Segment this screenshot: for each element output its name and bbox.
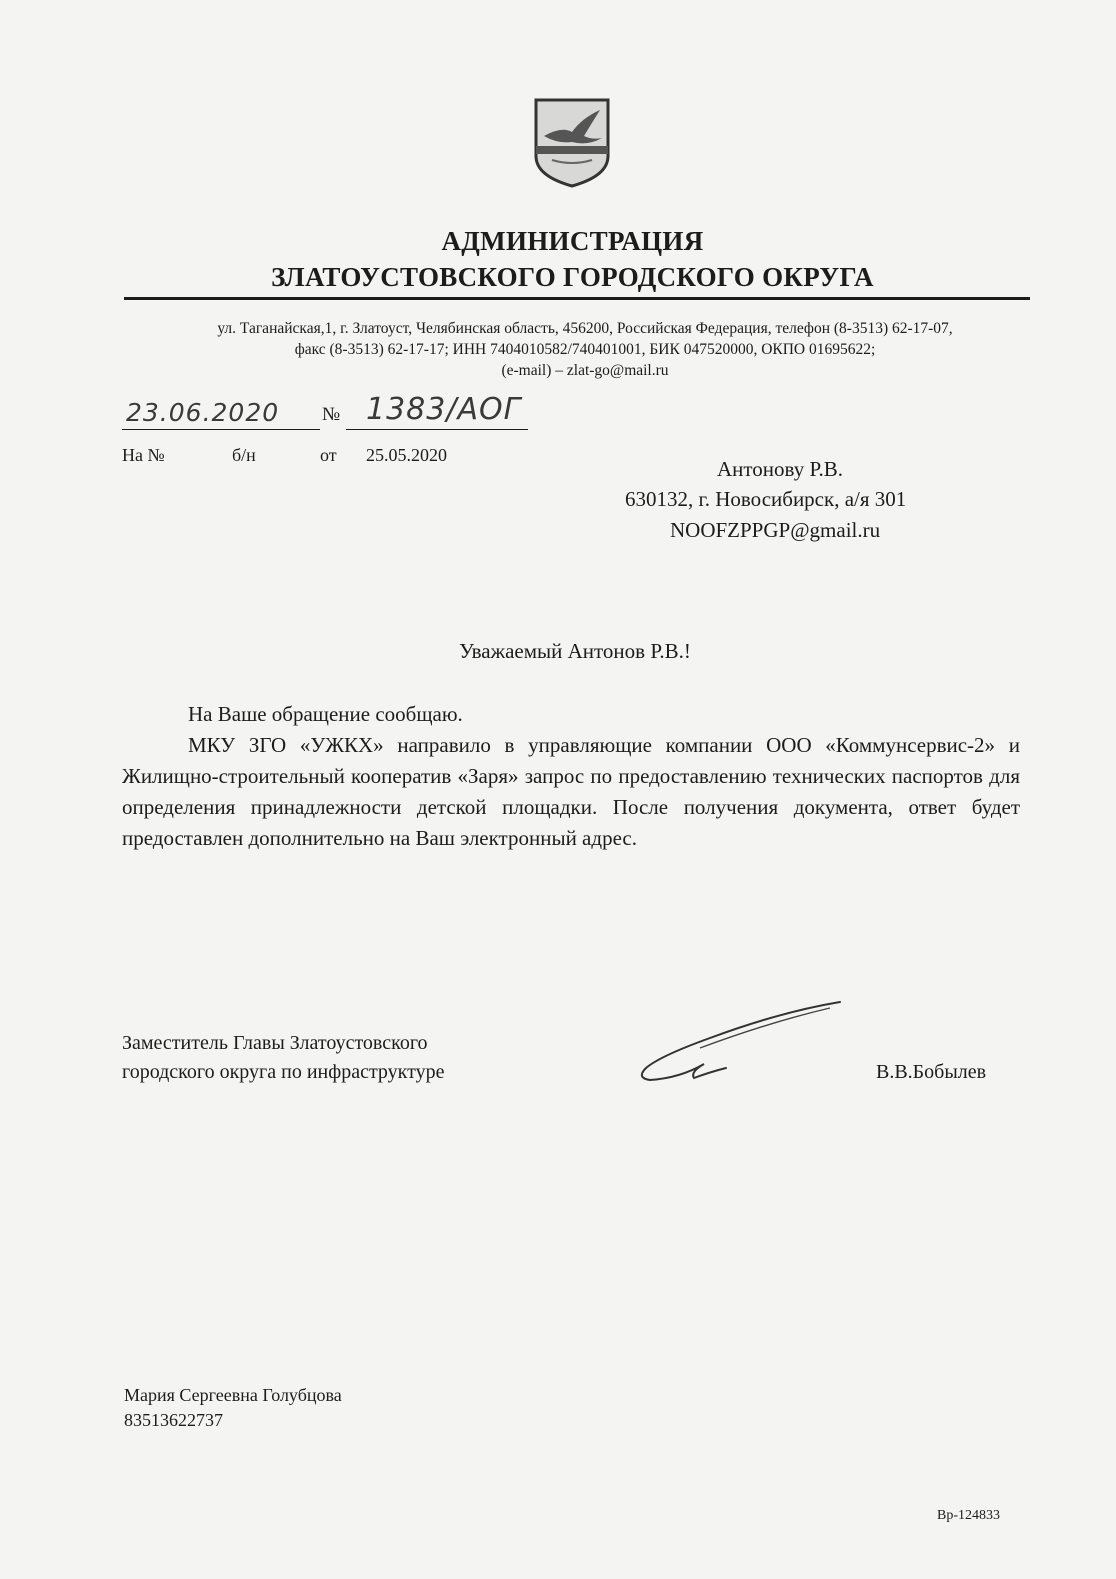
handwritten-signature-icon: [630, 998, 845, 1090]
reference-label: На №: [122, 445, 165, 465]
header-divider: [124, 297, 1030, 300]
reference-from-label: от: [320, 445, 337, 465]
letter-paragraph-2: МКУ ЗГО «УЖКХ» направило в управляющие компании ООО «Коммунсервис-2» и Жилищно-строительный кооператив «Заря» запрос по предоставлению технических паспортов для определения принадлежности детской площадки. После получения документа, ответ будет предоставлен дополнительно на Ваш электронный адрес.: [122, 733, 1020, 850]
organization-requisites: факс (8-3513) 62-17-17; ИНН 7404010582/740401001, БИК 047520000, ОКПО 01695622;: [294, 341, 876, 358]
organization-title-line1: АДМИНИСТРАЦИЯ: [441, 226, 704, 256]
organization-address: ул. Таганайская,1, г. Златоуст, Челябинская область, 456200, Российская Федерация, телефон (8-3513) 62-17-07,: [217, 320, 953, 337]
registration-number: 1383/АОГ: [366, 392, 522, 427]
letter-paragraph-1: На Ваше обращение сообщаю.: [188, 702, 463, 726]
registration-date-underline: [122, 429, 320, 430]
signatory-title-line1: Заместитель Главы Златоустовского: [122, 1032, 428, 1054]
reference-date: 25.05.2020: [366, 445, 447, 465]
city-coat-of-arms-icon: [532, 96, 612, 190]
reference-number: б/н: [232, 445, 256, 465]
executor-phone: 83513622737: [124, 1410, 223, 1430]
document-code: Вр-124833: [937, 1508, 1000, 1523]
letter-salutation: Уважаемый Антонов Р.В.!: [459, 639, 691, 663]
executor-name: Мария Сергеевна Голубцова: [124, 1385, 342, 1405]
recipient-name: Антонову Р.В.: [717, 457, 844, 481]
recipient-email: NOOFZPPGP@gmail.ru: [670, 518, 881, 542]
organization-email: (e-mail) – zlat-go@mail.ru: [501, 362, 669, 379]
registration-number-sign: №: [322, 404, 341, 425]
registration-number-underline: [346, 429, 528, 430]
registration-date: 23.06.2020: [126, 398, 280, 427]
signatory-name: В.В.Бобылев: [876, 1061, 987, 1083]
signatory-title-line2: городского округа по инфраструктуре: [122, 1061, 445, 1083]
organization-title-line2: ЗЛАТОУСТОВСКОГО ГОРОДСКОГО ОКРУГА: [271, 262, 874, 292]
recipient-address: 630132, г. Новосибирск, а/я 301: [625, 487, 907, 511]
